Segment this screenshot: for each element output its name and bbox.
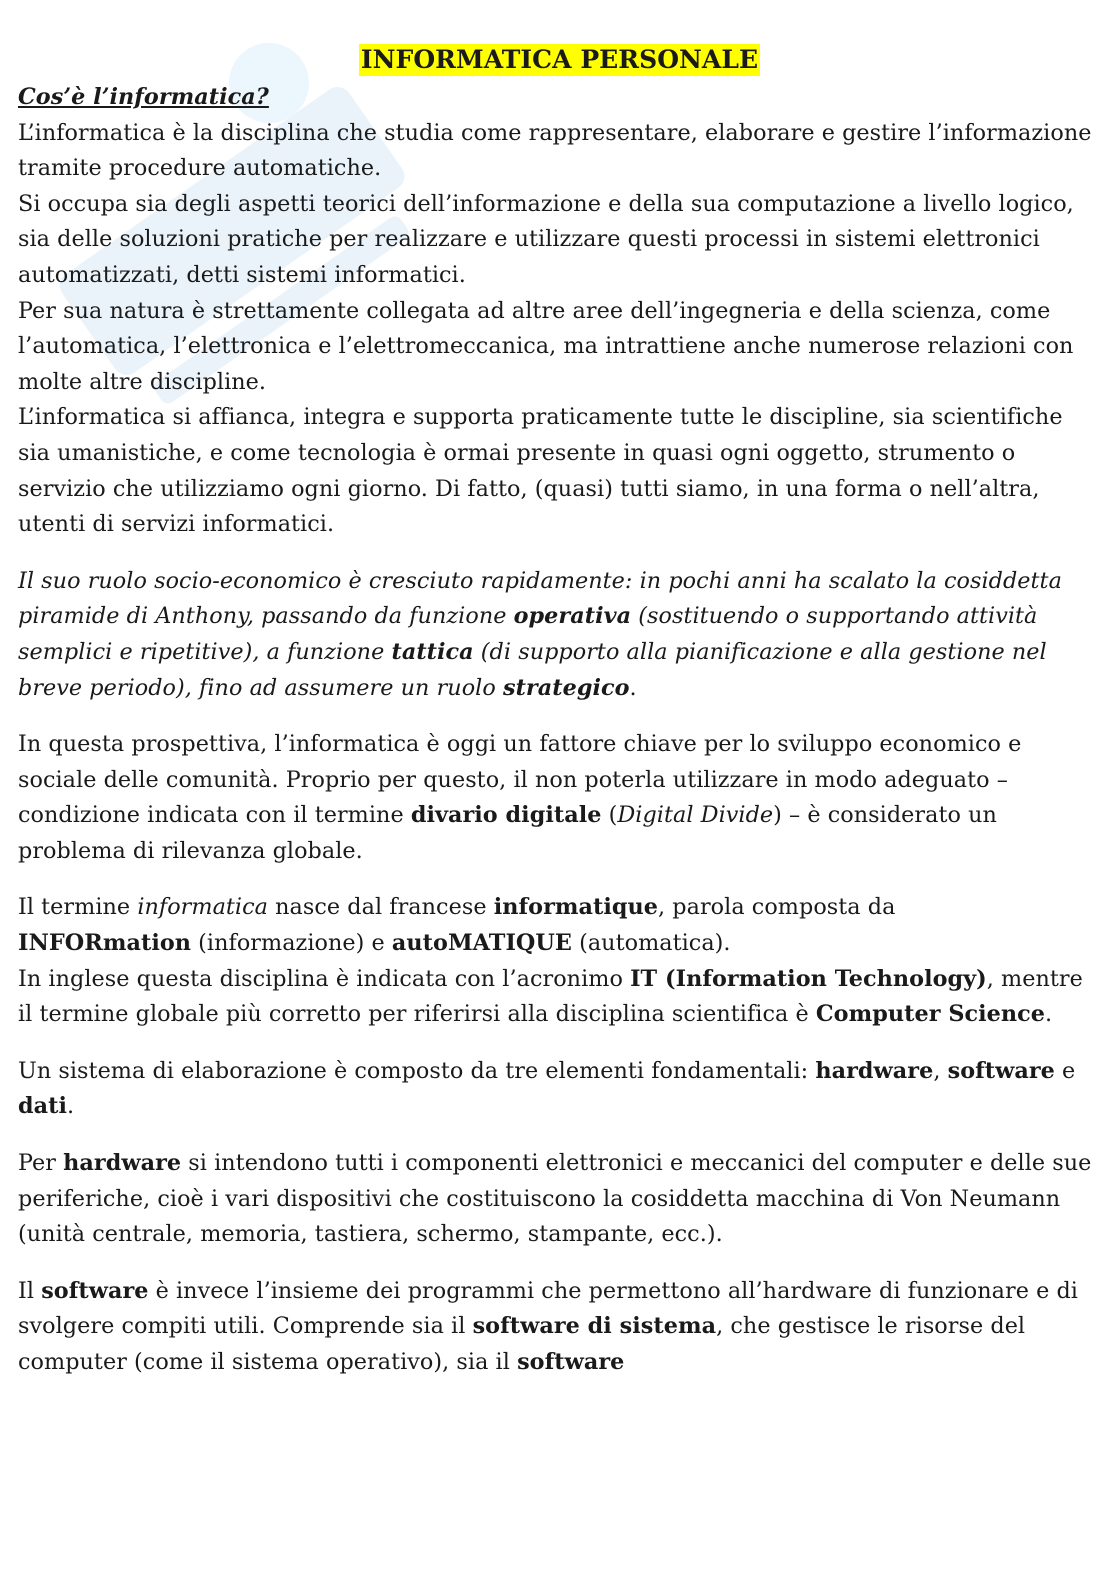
paragraph-text: L’informatica si affianca, integra e supporta praticamente tutte le discipline, sia scientifiche sia umanistiche, e come tecnologia è ormai presente in quasi ogni oggetto, strumento o servizio che utilizziamo ogni giorno. Di fatto, (quasi) tutti siamo, in una forma o nell’altra, utenti di servizi informatici.	[18, 404, 1063, 538]
document-page	[18, 44, 1098, 1381]
paragraph-software: Il software è invece l’insieme dei programmi che permettono all’hardware di funzionare e di svolgere compiti utili. Comprende sia il software di sistema, che gestisce le risorse del computer (come il sistema operativo), sia il software	[18, 1277, 1078, 1375]
paragraph-text: Per sua natura è strettamente collegata ad altre aree dell’ingegneria e della scienza, come l’automatica, l’elettronica e l’elettromeccanica, ma intrattiene anche numerose relazioni con molte altre discipline.	[18, 297, 1074, 395]
document-title: INFORMATICA PERSONALE	[360, 45, 759, 74]
paragraph-anthony: Il suo ruolo socio-economico è cresciuto rapidamente: in pochi anni ha scalato la cosiddetta piramide di Anthony, passando da funzione operativa (sostituendo o supportando attività semplici e ripetitive), a funzione tattica (di supporto alla pianificazione e alla gestione nel breve periodo), fino ad assumere un ruolo strategico.	[18, 567, 1062, 701]
paragraph-digital-divide: In questa prospettiva, l’informatica è oggi un fattore chiave per lo sviluppo economico e sociale delle comunità. Proprio per questo, il non poterla utilizzare in modo adeguato – condizione indicata con il termine divario digitale (Digital Divide) – è considerato un problema di rilevanza globale.	[18, 731, 1022, 864]
paragraph-intro	[18, 116, 1098, 543]
paragraph-text: L’informatica è la disciplina che studia come rappresentare, elaborare e gestire l’informazione tramite procedure automatiche.	[18, 119, 1092, 182]
paragraph-etymology: Il termine informatica nasce dal francese informatique, parola composta da INFORmation (informazione) e autoMATIQUE (automatica). In inglese questa disciplina è indicata con l’acronimo IT (Information Technology), mentre il termine globale più corretto per riferirsi alla disciplina scientifica è Computer Science.	[18, 894, 1083, 1028]
section-heading: Cos’è l’informatica?	[18, 84, 269, 110]
paragraph-text: Si occupa sia degli aspetti teorici dell’informazione e della sua computazione a livello logico, sia delle soluzioni pratiche per realizzare e utilizzare questi processi in sistemi elettronici automatizzati, detti sistemi informatici.	[18, 190, 1074, 288]
paragraph-hardware: Per hardware si intendono tutti i componenti elettronici e meccanici del computer e delle sue periferiche, cioè i vari dispositivi che costituiscono la cosiddetta macchina di Von Neumann (unità centrale, memoria, tastiera, schermo, stampante, ecc.).	[18, 1150, 1092, 1248]
paragraph-system-elements: Un sistema di elaborazione è composto da tre elementi fondamentali: hardware, software e dati.	[18, 1057, 1076, 1120]
